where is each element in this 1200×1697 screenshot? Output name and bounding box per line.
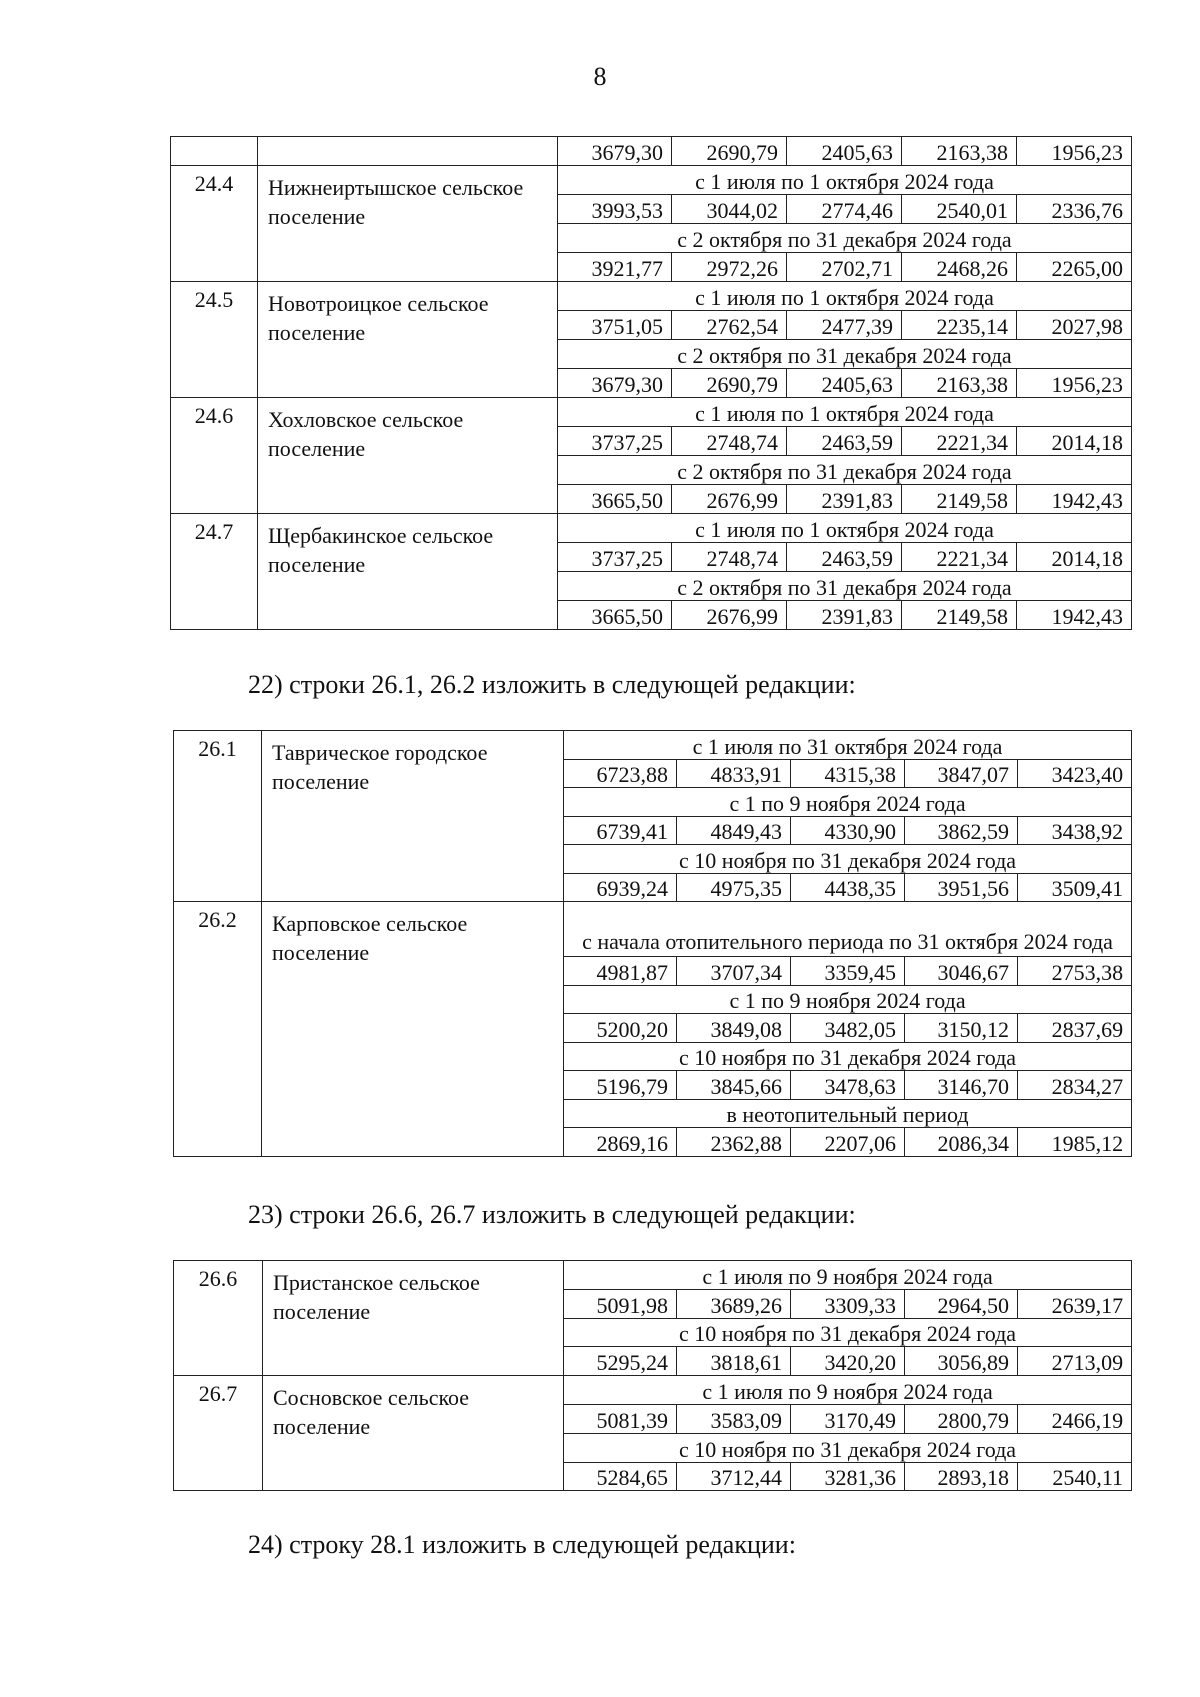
value-cell: 1942,43 — [1017, 485, 1132, 514]
value-cell: 2800,79 — [905, 1404, 1018, 1433]
settlement-name: Новотроицкое сельское поселение — [258, 282, 558, 398]
value-cell: 2713,09 — [1018, 1347, 1132, 1376]
value-cell: 2086,34 — [905, 1128, 1018, 1157]
period-label: с 1 июля по 1 октября 2024 года — [558, 398, 1132, 427]
period-label: с 10 ноября по 31 декабря 2024 года — [564, 845, 1132, 874]
value-cell: 2893,18 — [905, 1462, 1018, 1491]
value-cell: 2753,38 — [1018, 957, 1132, 986]
value-cell: 2972,26 — [672, 253, 787, 282]
paragraph-24: 24) строку 28.1 изложить в следующей редакции: — [248, 1530, 796, 1559]
table-row — [171, 137, 1132, 166]
value-cell: 6939,24 — [564, 873, 677, 902]
value-cell: 2676,99 — [672, 601, 787, 630]
value-cell: 2149,58 — [902, 485, 1017, 514]
value-cell: 5295,24 — [564, 1347, 677, 1376]
value-cell: 5081,39 — [564, 1404, 677, 1433]
value-cell: 2702,71 — [787, 253, 902, 282]
period-label: в неотопительный период — [564, 1099, 1132, 1128]
value-cell: 3679,30 — [558, 137, 672, 166]
value-cell: 3170,49 — [791, 1404, 905, 1433]
value-cell: 3046,67 — [905, 957, 1018, 986]
value-cell: 3689,26 — [677, 1289, 791, 1318]
value-cell: 1956,23 — [1017, 137, 1132, 166]
period-label: с 10 ноября по 31 декабря 2024 года — [564, 1042, 1132, 1071]
value-cell: 3509,41 — [1018, 873, 1132, 902]
value-cell: 3309,33 — [791, 1289, 905, 1318]
value-cell: 6723,88 — [564, 759, 677, 788]
period-label: с 10 ноября по 31 декабря 2024 года — [564, 1318, 1132, 1347]
value-cell: 3845,66 — [677, 1071, 791, 1100]
value-cell: 2391,83 — [787, 601, 902, 630]
value-cell: 2468,26 — [902, 253, 1017, 282]
value-cell: 2149,58 — [902, 601, 1017, 630]
period-row — [171, 282, 1132, 311]
value-cell: 2336,76 — [1017, 195, 1132, 224]
period-label: с 1 июля по 31 октября 2024 года — [564, 731, 1132, 760]
value-cell: 2014,18 — [1017, 427, 1132, 456]
period-label: с 1 июля по 9 ноября 2024 года — [564, 1261, 1132, 1290]
value-cell: 3482,05 — [791, 1014, 905, 1043]
value-cell: 3737,25 — [558, 543, 672, 572]
period-row — [171, 166, 1132, 195]
settlement-name: Таврическое городское поселение — [262, 731, 564, 902]
value-cell: 3420,20 — [791, 1347, 905, 1376]
value-cell: 5091,98 — [564, 1289, 677, 1318]
period-row — [174, 1261, 1132, 1290]
value-cell: 2207,06 — [791, 1128, 905, 1157]
value-cell: 3423,40 — [1018, 759, 1132, 788]
settlement-name: Щербакинское сельское поселение — [258, 514, 558, 630]
value-cell: 3146,70 — [905, 1071, 1018, 1100]
value-cell: 4330,90 — [791, 816, 905, 845]
value-cell: 3712,44 — [677, 1462, 791, 1491]
value-cell: 2639,17 — [1018, 1289, 1132, 1318]
value-cell: 3862,59 — [905, 816, 1018, 845]
value-cell: 2540,01 — [902, 195, 1017, 224]
period-row — [174, 1376, 1132, 1405]
period-label: с 1 июля по 1 октября 2024 года — [558, 166, 1132, 195]
value-cell: 3849,08 — [677, 1014, 791, 1043]
value-cell: 3583,09 — [677, 1404, 791, 1433]
row-number: 26.2 — [174, 902, 262, 1157]
value-cell: 2748,74 — [672, 427, 787, 456]
value-cell: 2466,19 — [1018, 1404, 1132, 1433]
value-cell: 4315,38 — [791, 759, 905, 788]
value-cell: 3478,63 — [791, 1071, 905, 1100]
period-label: с 2 октября по 31 декабря 2024 года — [558, 456, 1132, 485]
value-cell: 3818,61 — [677, 1347, 791, 1376]
value-cell: 4849,43 — [677, 816, 791, 845]
period-label: с 2 октября по 31 декабря 2024 года — [558, 340, 1132, 369]
value-cell: 3438,92 — [1018, 816, 1132, 845]
period-label: с 1 по 9 ноября 2024 года — [564, 985, 1132, 1014]
value-cell: 2540,11 — [1018, 1462, 1132, 1491]
value-cell: 2391,83 — [787, 485, 902, 514]
value-cell: 2265,00 — [1017, 253, 1132, 282]
value-cell: 4438,35 — [791, 873, 905, 902]
value-cell: 2221,34 — [902, 543, 1017, 572]
value-cell: 2362,88 — [677, 1128, 791, 1157]
value-cell: 1956,23 — [1017, 369, 1132, 398]
settlement-name: Нижнеиртышское сельское поселение — [258, 166, 558, 282]
period-label: с начала отопительного периода по 31 октября 2024 года — [564, 902, 1132, 957]
value-cell: 2463,59 — [787, 427, 902, 456]
value-cell: 2748,74 — [672, 543, 787, 572]
period-row — [174, 902, 1132, 957]
value-cell: 3044,02 — [672, 195, 787, 224]
value-cell: 2869,16 — [564, 1128, 677, 1157]
row-number: 24.6 — [171, 398, 258, 514]
value-cell: 1985,12 — [1018, 1128, 1132, 1157]
period-label: с 1 июля по 9 ноября 2024 года — [564, 1376, 1132, 1405]
value-cell: 2964,50 — [905, 1289, 1018, 1318]
empty-cell — [171, 137, 258, 166]
value-cell: 2163,38 — [902, 137, 1017, 166]
value-cell: 4981,87 — [564, 957, 677, 986]
period-label: с 1 июля по 1 октября 2024 года — [558, 282, 1132, 311]
value-cell: 2774,46 — [787, 195, 902, 224]
row-number: 24.7 — [171, 514, 258, 630]
value-cell: 2163,38 — [902, 369, 1017, 398]
value-cell: 3665,50 — [558, 485, 672, 514]
value-cell: 2014,18 — [1017, 543, 1132, 572]
value-cell: 3751,05 — [558, 311, 672, 340]
value-cell: 3951,56 — [905, 873, 1018, 902]
value-cell: 2690,79 — [672, 369, 787, 398]
value-cell: 5284,65 — [564, 1462, 677, 1491]
value-cell: 2463,59 — [787, 543, 902, 572]
period-row — [171, 398, 1132, 427]
value-cell: 4833,91 — [677, 759, 791, 788]
value-cell: 2027,98 — [1017, 311, 1132, 340]
row-number: 24.4 — [171, 166, 258, 282]
value-cell: 3993,53 — [558, 195, 672, 224]
value-cell: 3281,36 — [791, 1462, 905, 1491]
empty-cell — [258, 137, 558, 166]
value-cell: 2221,34 — [902, 427, 1017, 456]
value-cell: 6739,41 — [564, 816, 677, 845]
period-row — [171, 514, 1132, 543]
period-label: с 10 ноября по 31 декабря 2024 года — [564, 1433, 1132, 1462]
value-cell: 5196,79 — [564, 1071, 677, 1100]
settlement-name: Карповское сельское поселение — [262, 902, 564, 1157]
row-number: 24.5 — [171, 282, 258, 398]
row-number: 26.1 — [174, 731, 262, 902]
value-cell: 5200,20 — [564, 1014, 677, 1043]
tariff-table-26-6-26-7 — [173, 1260, 1132, 1491]
value-cell: 2405,63 — [787, 369, 902, 398]
value-cell: 3737,25 — [558, 427, 672, 456]
page-number: 8 — [593, 62, 607, 91]
row-number: 26.6 — [174, 1261, 263, 1376]
settlement-name: Пристанское сельское поселение — [263, 1261, 564, 1376]
value-cell: 2235,14 — [902, 311, 1017, 340]
value-cell: 2837,69 — [1018, 1014, 1132, 1043]
value-cell: 2477,39 — [787, 311, 902, 340]
value-cell: 4975,35 — [677, 873, 791, 902]
settlement-name: Хохловское сельское поселение — [258, 398, 558, 514]
period-label: с 2 октября по 31 декабря 2024 года — [558, 224, 1132, 253]
period-row — [174, 731, 1132, 760]
value-cell: 3359,45 — [791, 957, 905, 986]
value-cell: 2690,79 — [672, 137, 787, 166]
value-cell: 3665,50 — [558, 601, 672, 630]
period-label: с 1 июля по 1 октября 2024 года — [558, 514, 1132, 543]
value-cell: 3056,89 — [905, 1347, 1018, 1376]
value-cell: 2405,63 — [787, 137, 902, 166]
paragraph-23: 23) строки 26.6, 26.7 изложить в следующей редакции: — [248, 1200, 856, 1229]
tariff-table-24 — [170, 136, 1132, 630]
tariff-table-26-1-26-2 — [173, 730, 1132, 1157]
paragraph-22: 22) строки 26.1, 26.2 изложить в следующей редакции: — [248, 670, 856, 699]
period-label: с 2 октября по 31 декабря 2024 года — [558, 572, 1132, 601]
value-cell: 3921,77 — [558, 253, 672, 282]
settlement-name: Сосновское сельское поселение — [263, 1376, 564, 1491]
value-cell: 2762,54 — [672, 311, 787, 340]
period-label: с 1 по 9 ноября 2024 года — [564, 788, 1132, 817]
value-cell: 3707,34 — [677, 957, 791, 986]
value-cell: 3150,12 — [905, 1014, 1018, 1043]
row-number: 26.7 — [174, 1376, 263, 1491]
value-cell: 1942,43 — [1017, 601, 1132, 630]
value-cell: 3847,07 — [905, 759, 1018, 788]
value-cell: 2676,99 — [672, 485, 787, 514]
value-cell: 3679,30 — [558, 369, 672, 398]
value-cell: 2834,27 — [1018, 1071, 1132, 1100]
